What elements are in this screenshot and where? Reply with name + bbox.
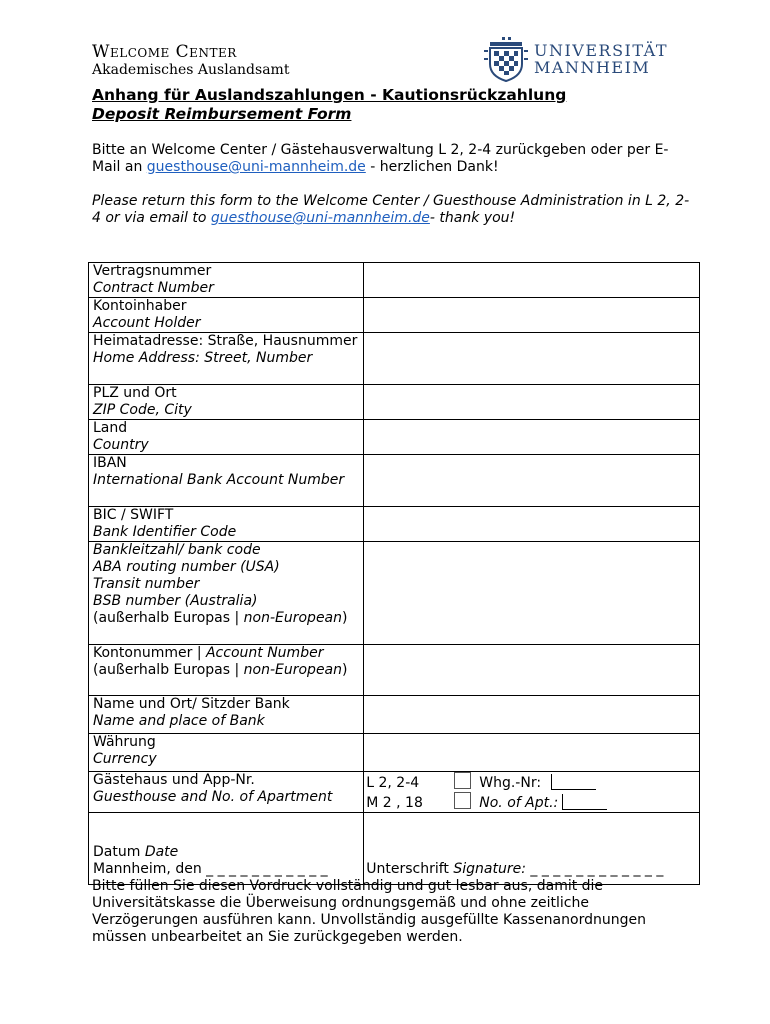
option-m2	[366, 792, 695, 812]
welcome-center-title: Welcome Center	[92, 42, 237, 62]
note-en: non-European	[243, 610, 343, 626]
iban-field[interactable]	[364, 455, 700, 507]
bic-field[interactable]	[364, 507, 700, 542]
note-de: (außerhalb Europas |	[93, 662, 244, 678]
label-en: Account Number	[205, 645, 324, 661]
non-european-note	[93, 662, 359, 679]
note-close: )	[342, 610, 348, 626]
account-number-title	[93, 645, 359, 662]
table-row	[89, 263, 700, 298]
label-en: Currency	[93, 751, 157, 767]
table-row	[89, 542, 700, 645]
intro-english-thanks: - thank you!	[429, 210, 516, 226]
bank-code-field[interactable]	[364, 542, 700, 645]
signature-de: Unterschrift	[366, 861, 454, 877]
intro-english-text: Please return this form to the Welcome Center / Guesthouse Administration in L 2, 2-4 or via email to	[92, 193, 690, 226]
bank-name-label	[89, 696, 364, 734]
email-link-en[interactable]: guesthouse@uni-mannheim.de	[210, 210, 430, 226]
zip-city-field[interactable]	[364, 385, 700, 420]
office-subtitle: Akademisches Auslandsamt	[92, 62, 290, 78]
table-row	[89, 420, 700, 455]
bic-label	[89, 507, 364, 542]
contract-number-label	[89, 263, 364, 298]
welcome-center-header	[92, 42, 289, 78]
label-en: Country	[93, 437, 149, 453]
date-label	[89, 813, 364, 885]
intro-german-text: Bitte an Welcome Center / Gästehausverwaltung L 2, 2-4 zurückgeben oder per E-Mail an	[92, 142, 669, 175]
date-de: Datum	[93, 844, 145, 860]
signature-line: _ _ _ _ _ _ _ _ _ _ _ _	[525, 861, 664, 877]
bsb-number-line: BSB number (Australia)	[93, 593, 258, 609]
label-en: ZIP Code, City	[93, 402, 192, 418]
table-row	[89, 813, 700, 885]
option-m2-label: M 2 , 18	[366, 795, 423, 811]
footer-note: Bitte füllen Sie diesen Vordruck vollständig und gut lesbar aus, damit die Universitätskasse die Überweisung ordnungsgemäß und ohne zeitliche Verzögerungen ausführen kann. Unvollständig ausgefüllte Kassenanordnungen müssen unbearbeitet an Sie zurückgegeben werden.	[92, 878, 646, 945]
table-row	[89, 298, 700, 333]
label-de: IBAN	[93, 455, 127, 471]
note-en: non-European	[243, 662, 343, 678]
iban-label	[89, 455, 364, 507]
currency-label	[89, 734, 364, 772]
guesthouse-options	[364, 772, 700, 813]
label-en: Account Holder	[93, 315, 201, 331]
guesthouse-label	[89, 772, 364, 813]
university-name-line1: UNIVERSITÄT	[534, 41, 669, 60]
form-title-en: Deposit Reimbursement Form	[92, 105, 352, 123]
table-row	[89, 455, 700, 507]
option-l2-label: L 2, 2-4	[366, 775, 420, 791]
table-row	[89, 385, 700, 420]
label-en: Guesthouse and No. of Apartment	[93, 789, 333, 805]
label-de: Gästehaus und App-Nr.	[93, 772, 255, 788]
label-de: Kontoinhaber	[93, 298, 187, 314]
form-title	[92, 86, 566, 124]
home-address-field[interactable]	[364, 333, 700, 385]
bank-code-label	[89, 542, 364, 645]
currency-field[interactable]	[364, 734, 700, 772]
intro-german-thanks: - herzlichen Dank!	[365, 159, 499, 175]
label-en: Bank Identifier Code	[93, 524, 237, 540]
option-l2	[366, 772, 695, 792]
label-de: PLZ und Ort	[93, 385, 177, 401]
table-row	[89, 507, 700, 542]
intro-english	[92, 193, 692, 227]
signature-field[interactable]	[364, 813, 700, 885]
contract-number-field[interactable]	[364, 263, 700, 298]
label-de: BIC / SWIFT	[93, 507, 174, 523]
note-close: )	[342, 662, 348, 678]
university-seal-icon	[484, 36, 528, 82]
label-de: Vertragsnummer	[93, 263, 212, 279]
apartment-number-input-en[interactable]	[562, 794, 607, 810]
table-row	[89, 734, 700, 772]
label-de: Name und Ort/ Sitzder Bank	[93, 696, 290, 712]
account-holder-label	[89, 298, 364, 333]
label-de: Kontonummer |	[93, 645, 206, 661]
label-en: International Bank Account Number	[93, 472, 345, 488]
label-en: Contract Number	[93, 280, 214, 296]
university-name-line2: MANNHEIM	[534, 58, 651, 77]
date-place-line[interactable]: Mannheim, den _ _ _ _ _ _ _ _ _ _ _	[93, 861, 328, 877]
note-de: (außerhalb Europas |	[93, 610, 244, 626]
deposit-form-table	[88, 262, 700, 885]
intro-german	[92, 142, 692, 176]
checkbox-m2[interactable]	[454, 792, 471, 809]
table-row	[89, 333, 700, 385]
date-en: Date	[144, 844, 179, 860]
date-title	[93, 844, 359, 861]
label-de: Land	[93, 420, 128, 436]
table-row	[89, 772, 700, 813]
checkbox-l2[interactable]	[454, 772, 471, 789]
home-address-label	[89, 333, 364, 385]
transit-number-line: Transit number	[93, 576, 200, 592]
account-holder-field[interactable]	[364, 298, 700, 333]
apartment-number-input[interactable]	[551, 774, 596, 790]
account-number-label	[89, 645, 364, 696]
zip-city-label	[89, 385, 364, 420]
university-name	[534, 42, 668, 76]
label-en: Name and place of Bank	[93, 713, 265, 729]
table-row	[89, 696, 700, 734]
apartment-label-de: Whg.-Nr:	[479, 775, 542, 791]
university-logo	[484, 36, 668, 82]
signature-en: Signature:	[453, 861, 526, 877]
country-field[interactable]	[364, 420, 700, 455]
label-de: Währung	[93, 734, 156, 750]
non-european-note	[93, 610, 359, 627]
table-row	[89, 645, 700, 696]
label-de: Heimatadresse: Straße, Hausnummer	[93, 333, 358, 349]
bank-name-field[interactable]	[364, 696, 700, 734]
account-number-field[interactable]	[364, 645, 700, 696]
form-title-de: Anhang für Auslandszahlungen - Kautionsrückzahlung	[92, 86, 567, 104]
bank-code-line: Bankleitzahl/ bank code	[93, 542, 261, 558]
aba-routing-line: ABA routing number (USA)	[93, 559, 280, 575]
apartment-label-en: No. of Apt.:	[479, 795, 559, 811]
label-en: Home Address: Street, Number	[93, 350, 313, 366]
country-label	[89, 420, 364, 455]
email-link[interactable]: guesthouse@uni-mannheim.de	[146, 159, 366, 175]
